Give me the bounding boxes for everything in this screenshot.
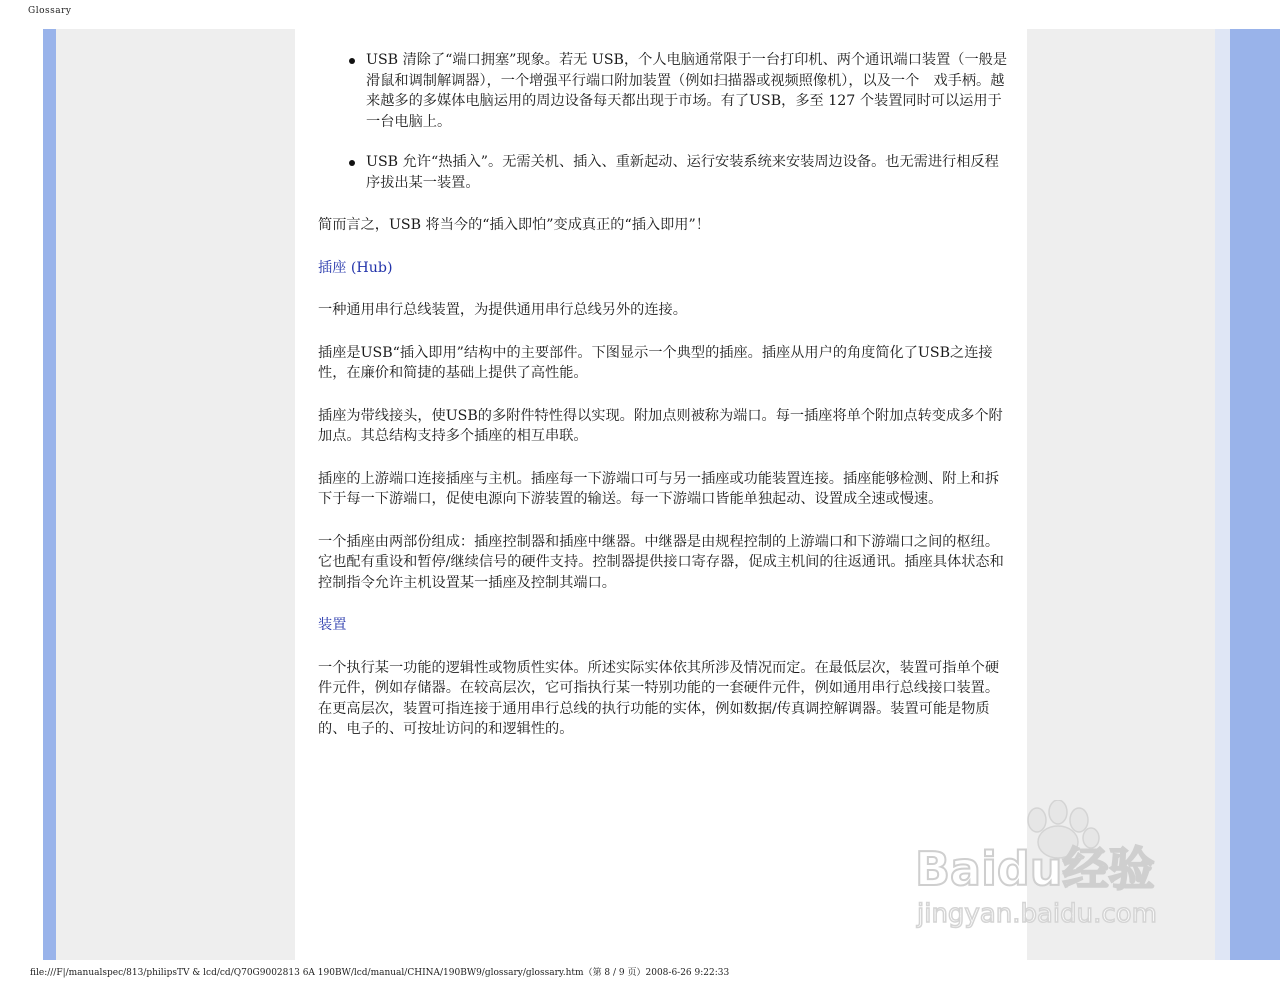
hub-paragraph: 插座是USB“插入即用”结构中的主要部件。下图显示一个典型的插座。插座从用户的角度简化了USB之连接性，在廉价和简捷的基础上提供了高性能。 — [318, 344, 993, 381]
watermark-logo-text: Baidu经验 — [915, 842, 1155, 896]
device-heading-link[interactable]: 装置 — [318, 617, 347, 633]
usb-benefits-list — [318, 50, 1008, 193]
bullet-icon — [349, 160, 355, 166]
hub-paragraph: 插座为带线接头，使USB的多附件特性得以实现。附加点则被称为端口。每一插座将单个附加点转变成多个附加点。其总结构支持多个插座的相互串联。 — [318, 407, 1003, 444]
list-item — [366, 50, 1008, 132]
hub-paragraph: 插座的上游端口连接插座与主机。插座每一下游端口可与另一插座或功能装置连接。插座能够检测、附上和拆下于每一下游端口，促使电源向下游装置的输送。每一下游端口皆能单独起动、设置成全速或慢速。 — [318, 470, 1000, 507]
list-item — [366, 152, 1008, 193]
right-blue-bar — [1230, 29, 1280, 960]
bullet-icon — [349, 58, 355, 64]
watermark-url-text: jingyan.baidu.com — [917, 899, 1157, 929]
usb-summary: 简而言之，USB 将当今的“插入即怕”变成真正的“插入即用”！ — [318, 217, 710, 233]
left-blue-bar — [43, 29, 56, 960]
left-gray-column — [56, 29, 295, 960]
print-header-title: Glossary — [28, 6, 72, 16]
print-footer-path: file:///F|/manualspec/813/philipsTV & lcd/cd/Q70G9002813 6A 190BW/lcd/manual/CHINA/190BW9/glossary/glossary.htm（第 8 / 9 页）2008-6-26 9:22:33 — [30, 968, 730, 978]
right-light-strip — [1215, 29, 1230, 960]
baidu-jingyan-watermark — [905, 800, 1215, 940]
hub-paragraph: 一种通用串行总线装置，为提供通用串行总线另外的连接。 — [318, 302, 687, 318]
list-item-text: USB 清除了“端口拥塞”现象。若无 USB，个人电脑通常限于一台打印机、两个通讯端口装置（一般是滑鼠和调制解调器），一个增强平行端口附加装置（例如扫描器或视频照像机），以及一个 戏手柄。越来越多的多媒体电脑运用的周边设备每天都出现于市场。有了USB，多至 127 个装置同时可以运用于一台电脑上。 — [366, 52, 1008, 130]
list-item-text: USB 允许“热插入”。无需关机、插入、重新起动、运行安装系统来安装周边设备。也无需进行相反程序拔出某一装置。 — [366, 154, 999, 191]
hub-heading-link[interactable]: 插座 (Hub) — [318, 259, 393, 276]
hub-paragraph: 一个插座由两部份组成：插座控制器和插座中继器。中继器是由规程控制的上游端口和下游端口之间的枢纽。它也配有重设和暂停/继续信号的硬件支持。控制器提供接口寄存器，促成主机间的往返通讯。插座具体状态和控制指令允许主机设置某一插座及控制其端口。 — [318, 533, 1004, 591]
glossary-content — [318, 50, 1008, 762]
device-paragraph: 一个执行某一功能的逻辑性或物质性实体。所述实际实体依其所涉及情况而定。在最低层次，装置可指单个硬件元件，例如存储器。在较高层次，它可指执行某一特别功能的一套硬件元件，例如通用串行总线接口装置。在更高层次，装置可指连接于通用串行总线的执行功能的实体，例如数据/传真调控解调器。装置可能是物质的、电子的、可按址访问的和逻辑性的。 — [318, 659, 1000, 737]
